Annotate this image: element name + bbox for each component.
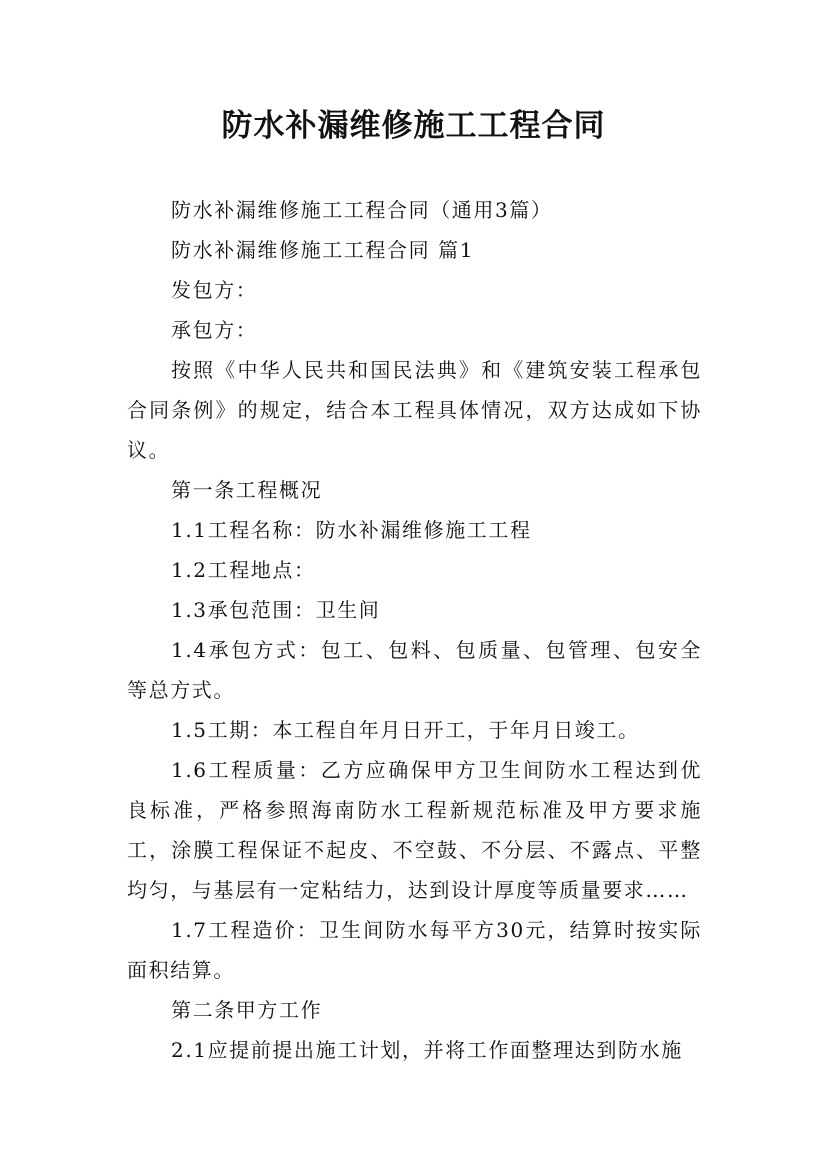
paragraph-preamble: 按照《中华人民共和国民法典》和《建筑安装工程承包合同条例》的规定，结合本工程具体情况，双方达成如下协议。 bbox=[127, 358, 702, 462]
section-heading-2: 第二条甲方工作 bbox=[171, 998, 323, 1022]
clause-1-2: 1.2工程地点： bbox=[171, 558, 316, 582]
clause-1-4: 1.4承包方式：包工、包料、包质量、包管理、包安全等总方式。 bbox=[127, 638, 702, 702]
clause-1-6: 1.6工程质量：乙方应确保甲方卫生间防水工程达到优良标准，严格参照海南防水工程新规范标准及甲方要求施工，涂膜工程保证不起皮、不空鼓、不分层、不露点、平整均匀，与基层有一定粘结力，达到设计厚度等质量要求…… bbox=[127, 758, 702, 902]
paragraph-employer: 发包方： bbox=[171, 278, 258, 302]
document-body bbox=[127, 190, 702, 1070]
paragraph-contractor: 承包方： bbox=[171, 318, 258, 342]
paragraph-subtitle: 防水补漏维修施工工程合同（通用3篇） bbox=[171, 198, 553, 222]
clause-1-3: 1.3承包范围：卫生间 bbox=[171, 598, 381, 622]
paragraph-part-heading: 防水补漏维修施工工程合同 篇1 bbox=[171, 238, 475, 262]
clause-2-1: 2.1应提前提出施工计划，并将工作面整理达到防水施 bbox=[171, 1038, 683, 1062]
clause-1-5: 1.5工期：本工程自年月日开工，于年月日竣工。 bbox=[171, 718, 640, 742]
clause-1-1: 1.1工程名称：防水补漏维修施工工程 bbox=[171, 518, 532, 542]
clause-1-7: 1.7工程造价：卫生间防水每平方30元，结算时按实际面积结算。 bbox=[127, 918, 702, 982]
section-heading-1: 第一条工程概况 bbox=[171, 478, 323, 502]
document-title: 防水补漏维修施工工程合同 bbox=[221, 108, 606, 144]
